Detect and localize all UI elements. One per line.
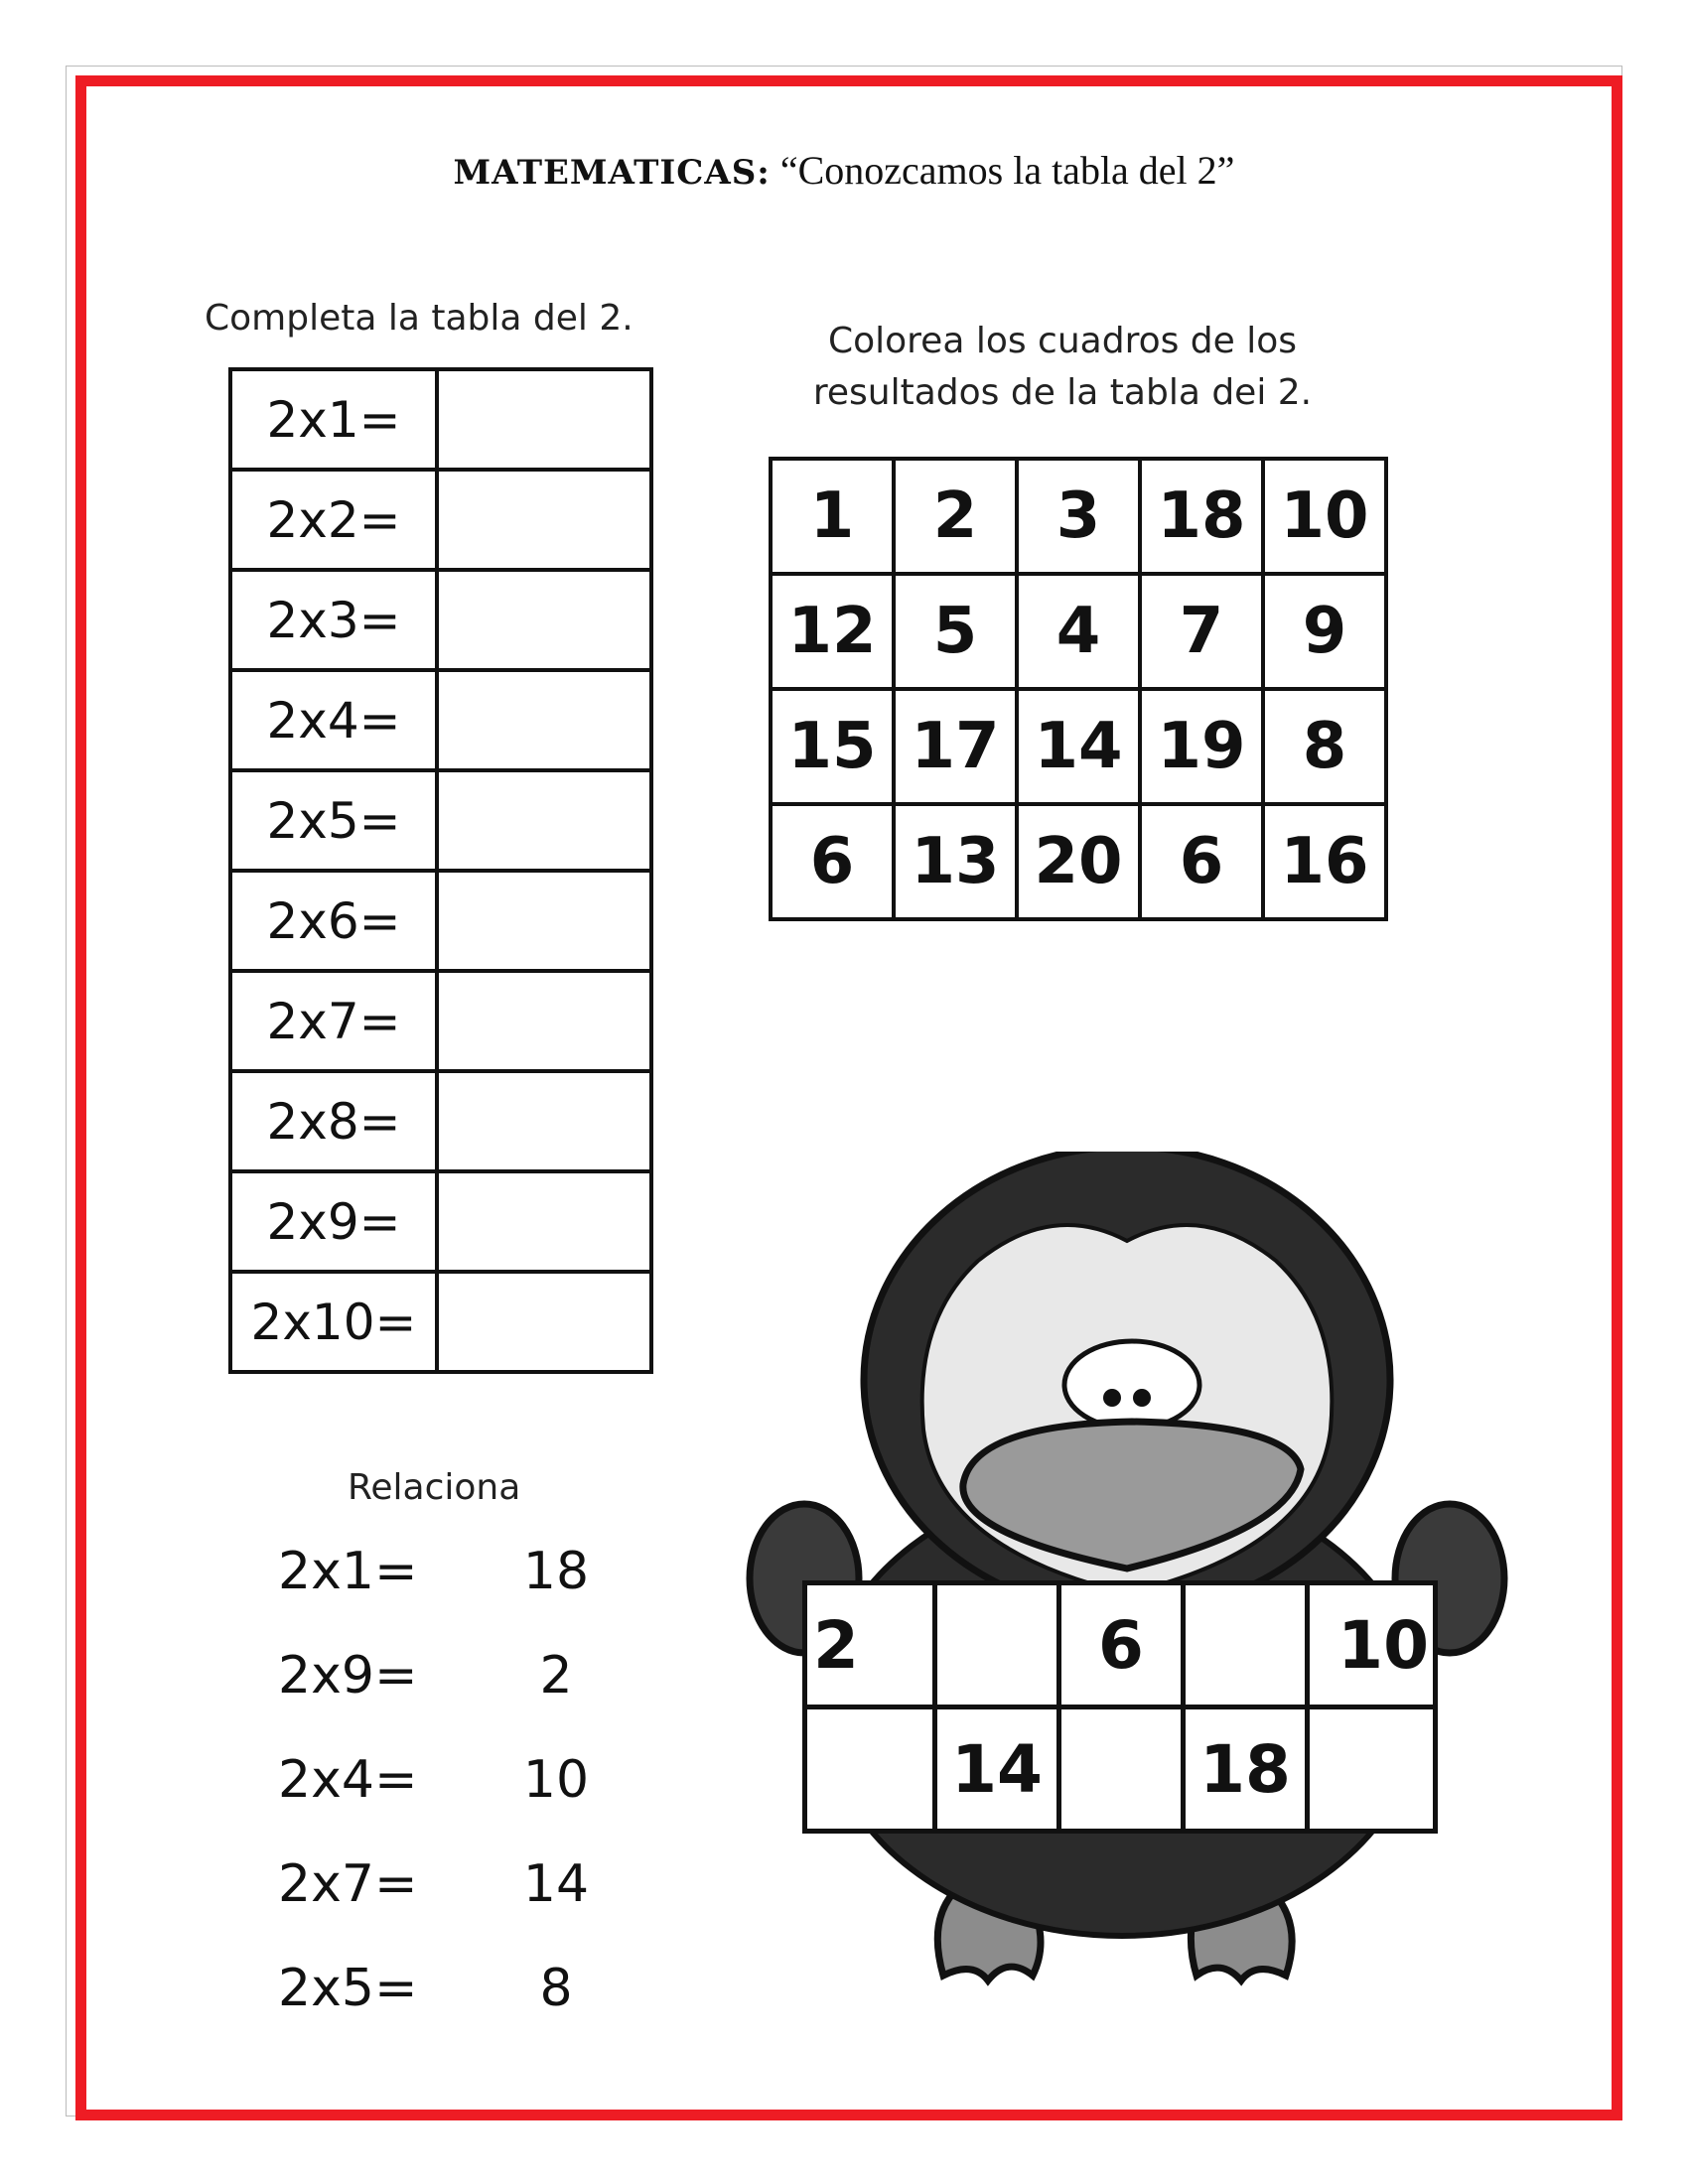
answer-cell[interactable] (437, 470, 651, 570)
grid-cell[interactable]: 1 (771, 459, 894, 574)
multiplication-expression: 2x4= (230, 670, 437, 770)
relate-expression[interactable]: 2x7= (278, 1853, 418, 1914)
relate-expression[interactable]: 2x1= (278, 1541, 418, 1601)
grid-cell[interactable]: 19 (1140, 689, 1263, 804)
grid-cell[interactable]: 16 (1263, 804, 1386, 919)
banner-blank-cell[interactable] (805, 1707, 935, 1832)
grid-cell[interactable]: 14 (1017, 689, 1140, 804)
relate-value[interactable]: 14 (522, 1853, 590, 1914)
grid-cell[interactable]: 9 (1263, 574, 1386, 689)
answer-cell[interactable] (437, 369, 651, 470)
answer-cell[interactable] (437, 770, 651, 871)
relate-value[interactable]: 10 (522, 1749, 590, 1810)
grid-cell[interactable]: 7 (1140, 574, 1263, 689)
multiplication-row (230, 570, 651, 670)
grid-cell[interactable]: 20 (1017, 804, 1140, 919)
answer-cell[interactable] (437, 570, 651, 670)
multiplication-row (230, 1171, 651, 1272)
multiplication-row (230, 369, 651, 470)
answer-cell[interactable] (437, 1272, 651, 1372)
relate-expression[interactable]: 2x9= (278, 1645, 418, 1706)
banner-number-cell: 14 (935, 1707, 1059, 1832)
multiplication-expression: 2x5= (230, 770, 437, 871)
grid-cell[interactable]: 5 (894, 574, 1017, 689)
grid-cell[interactable]: 12 (771, 574, 894, 689)
multiplication-expression: 2x3= (230, 570, 437, 670)
grid-cell[interactable]: 2 (894, 459, 1017, 574)
title-topic: “Conozcamos la tabla del 2” (779, 148, 1235, 193)
grid-cell[interactable]: 13 (894, 804, 1017, 919)
banner-blank-cell[interactable] (935, 1583, 1059, 1707)
multiplication-expression: 2x10= (230, 1272, 437, 1372)
multiplication-expression: 2x8= (230, 1071, 437, 1171)
multiplication-table (228, 367, 653, 1374)
penguin-left-pupil (1103, 1389, 1121, 1407)
relate-expression[interactable]: 2x4= (278, 1749, 418, 1810)
coloring-grid (769, 457, 1388, 921)
penguin-eyes (1064, 1341, 1199, 1429)
relate-row (278, 1832, 635, 1936)
banner-number-cell: 6 (1059, 1583, 1184, 1707)
penguin-number-banner (802, 1580, 1438, 1834)
title-subject: MATEMATICAS: (453, 153, 771, 193)
banner-blank-cell[interactable] (1184, 1583, 1308, 1707)
answer-cell[interactable] (437, 1071, 651, 1171)
relate-value[interactable]: 18 (522, 1541, 590, 1601)
relate-row (278, 1519, 635, 1623)
grid-row (771, 574, 1386, 689)
grid-cell[interactable]: 8 (1263, 689, 1386, 804)
banner-number-cell: 10 (1308, 1583, 1436, 1707)
relate-row (278, 1623, 635, 1727)
relate-list (278, 1519, 635, 2040)
answer-cell[interactable] (437, 670, 651, 770)
relate-instruction: Relaciona (348, 1467, 521, 1508)
relate-value[interactable]: 8 (539, 1958, 573, 2018)
multiplication-row (230, 1272, 651, 1372)
relate-row (278, 1727, 635, 1832)
answer-cell[interactable] (437, 871, 651, 971)
grid-cell[interactable]: 10 (1263, 459, 1386, 574)
multiplication-row (230, 470, 651, 570)
multiplication-expression: 2x1= (230, 369, 437, 470)
multiplication-row (230, 871, 651, 971)
complete-instruction: Completa la tabla del 2. (205, 298, 633, 339)
grid-cell[interactable]: 15 (771, 689, 894, 804)
penguin-illustration (735, 1152, 1529, 1995)
grid-row (771, 459, 1386, 574)
multiplication-row (230, 770, 651, 871)
banner-blank-cell[interactable] (1059, 1707, 1184, 1832)
page-title (0, 147, 1688, 194)
grid-row (771, 804, 1386, 919)
multiplication-row (230, 670, 651, 770)
relate-row (278, 1936, 635, 2040)
grid-cell[interactable]: 6 (771, 804, 894, 919)
penguin-right-pupil (1133, 1389, 1151, 1407)
multiplication-expression: 2x6= (230, 871, 437, 971)
multiplication-expression: 2x9= (230, 1171, 437, 1272)
banner-blank-cell[interactable] (1308, 1707, 1436, 1832)
banner-row (805, 1707, 1436, 1832)
grid-cell[interactable]: 4 (1017, 574, 1140, 689)
grid-cell[interactable]: 3 (1017, 459, 1140, 574)
relate-expression[interactable]: 2x5= (278, 1958, 418, 2018)
answer-cell[interactable] (437, 1171, 651, 1272)
multiplication-row (230, 1071, 651, 1171)
multiplication-expression: 2x2= (230, 470, 437, 570)
grid-cell[interactable]: 6 (1140, 804, 1263, 919)
grid-cell[interactable]: 18 (1140, 459, 1263, 574)
grid-cell[interactable]: 17 (894, 689, 1017, 804)
banner-number-cell: 18 (1184, 1707, 1308, 1832)
banner-number-cell: 2 (805, 1583, 935, 1707)
color-instruction-line2: resultados de la tabla dei 2. (812, 372, 1313, 413)
grid-row (771, 689, 1386, 804)
answer-cell[interactable] (437, 971, 651, 1071)
color-instruction-line1: Colorea los cuadros de los (827, 321, 1298, 361)
banner-row (805, 1583, 1436, 1707)
relate-value[interactable]: 2 (539, 1645, 573, 1706)
multiplication-row (230, 971, 651, 1071)
color-instruction (765, 316, 1360, 419)
multiplication-expression: 2x7= (230, 971, 437, 1071)
